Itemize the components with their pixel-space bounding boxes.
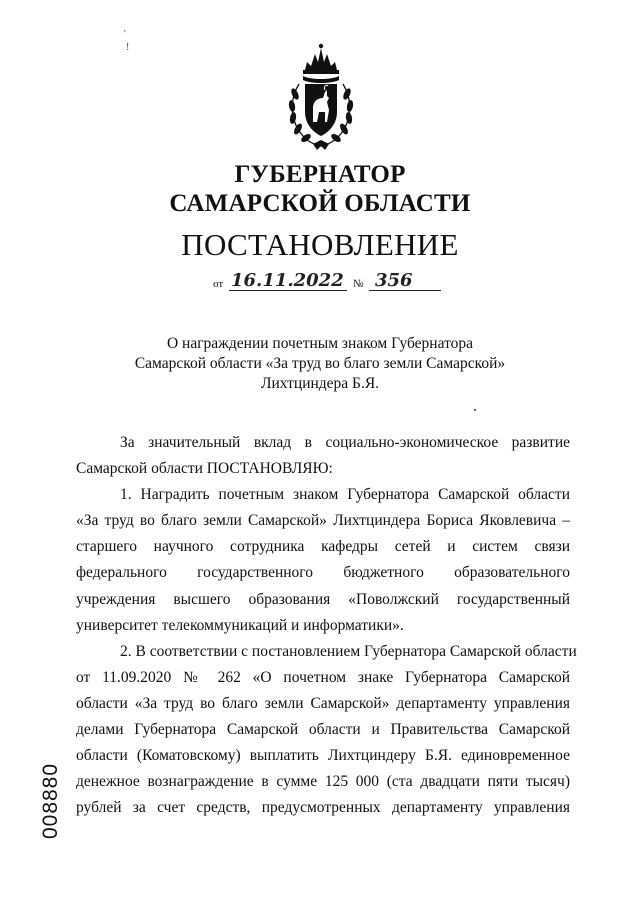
stray-mark: ! (126, 42, 130, 53)
subject-line: Самарской области «За труд во благо земли Самарской» (134, 355, 506, 372)
subject-line: Лихтциндера Б.Я. (260, 375, 380, 392)
body-text (76, 430, 577, 821)
number-value: 356 (375, 270, 413, 291)
body-line: университет телекоммуникаций и информатики». (76, 616, 404, 634)
number-prefix: № (353, 278, 364, 290)
date-value: 16.11.2022 (231, 270, 344, 291)
body-line: денежное вознаграждение в сумме 125 000 (ста двадцати пяти тысяч) (76, 773, 570, 791)
speck (474, 409, 476, 411)
body-line: области (Коматовскому) выплатить Лихтциндеру Б.Я. единовременное (76, 747, 570, 765)
document-type: ПОСТАНОВЛЕНИЕ (181, 227, 459, 262)
body-line: За значительный вклад в социально-экономическое развитие (120, 434, 570, 451)
stray-mark: ' (124, 29, 126, 40)
subject-line: О награждении почетным знаком Губернатора (166, 335, 474, 352)
body-line: от 11.09.2020 № 262 «О почетном знаке Губернатора Самарской (76, 668, 570, 686)
body-line: федерального государственного бюджетного образовательного (76, 564, 570, 582)
date-prefix: от (213, 278, 224, 290)
date-number-line (213, 272, 443, 296)
body-line: 2. В соответствии с постановлением Губернатора Самарской области (120, 642, 577, 660)
body-line: области «За труд во благо земли Самарской» департаменту управления (76, 694, 570, 712)
subject-block (0, 334, 640, 394)
body-line: учреждения высшего образования «Поволжский государственный (76, 590, 570, 608)
samara-coat-of-arms-icon (283, 40, 359, 152)
body-line: 1. Наградить почетным знаком Губернатора Самарской области (120, 486, 570, 504)
body-line: Самарской области ПОСТАНОВЛЯЮ: (76, 460, 333, 478)
body-line: рублей за счет средств, предусмотренных департаменту управления (76, 799, 570, 817)
issuer-title-line1: ГУБЕРНАТОР (234, 161, 406, 188)
registration-number: 008880 (39, 762, 62, 840)
registration-stamp (38, 760, 64, 842)
body-line: делами Губернатора Самарской области и Правительства Самарской (76, 721, 570, 739)
issuer-title-line2: САМАРСКОЙ ОБЛАСТИ (169, 190, 471, 217)
body-line: старшего научного сотрудника кафедры сетей и систем связи (76, 538, 570, 556)
body-line: «За труд во благо земли Самарской» Лихтциндера Бориса Яковлевича – (76, 512, 570, 530)
